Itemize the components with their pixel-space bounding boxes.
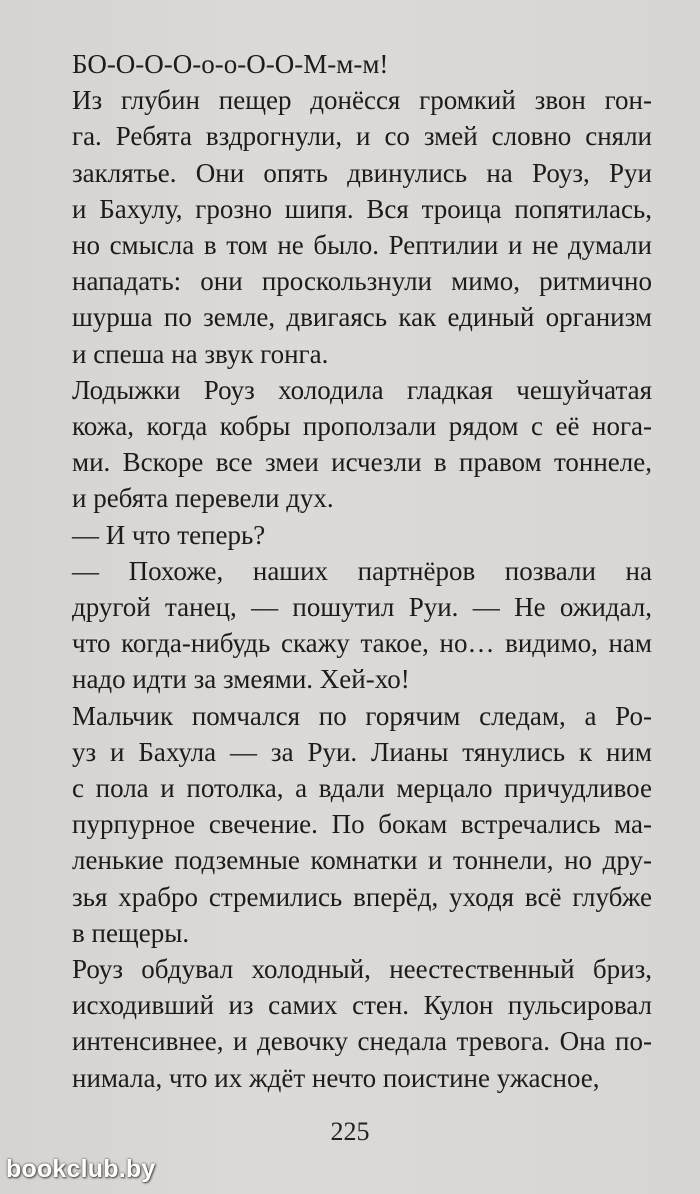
text-line: пурпурное свечение. По бокам встречались ма- [72, 809, 652, 840]
text-line: зья храбро стремились вперёд, уходя всё глубже [72, 881, 652, 912]
body-text [72, 46, 652, 1096]
watermark: bookclub.by [6, 1155, 156, 1183]
text-line: заклятье. Они опять двинулись на Роуз, Руи [72, 157, 652, 188]
text-line: Лодыжки Роуз холодила гладкая чешуйчатая [72, 374, 652, 405]
text-line: Мальчик помчался по горячим следам, а Ро- [72, 700, 652, 731]
text-line: но смысла в том не было. Рептилии и не думали [72, 230, 652, 261]
text-line: Из глубин пещер донёсся громкий звон гон- [72, 85, 652, 116]
paragraph [72, 553, 652, 698]
text-line: и Бахулу, грозно шипя. Вся троица попятилась, [72, 193, 652, 224]
paragraph [72, 372, 652, 517]
text-line: шурша по земле, двигаясь как единый организм [72, 302, 652, 333]
text-line: нападать: они проскользнули мимо, ритмично [72, 266, 652, 297]
text-line: Роуз обдувал холодный, неестественный бриз, [72, 954, 652, 985]
text-line: — И что теперь? [72, 519, 266, 550]
paragraph [72, 82, 652, 372]
text-line: что когда-нибудь скажу такое, но… видимо, нам [72, 628, 652, 659]
text-line: в пещеры. [72, 917, 190, 948]
text-line: кожа, когда кобры проползали рядом с её нога- [72, 411, 652, 442]
text-line: — Похоже, наших партнёров позвали на [72, 555, 652, 586]
paragraph [72, 46, 652, 82]
paragraph [72, 517, 652, 553]
text-line: интенсивнее, и девочку снедала тревога. Она по- [72, 1026, 652, 1057]
paragraph [72, 951, 652, 1096]
text-line: надо идти за змеями. Хей-хо! [72, 664, 410, 695]
text-line: ми. Вскоре все змеи исчезли в правом тоннеле, [72, 447, 652, 478]
text-line: ленькие подземные комнатки и тоннели, но дру- [72, 845, 652, 876]
text-line: и ребята перевели дух. [72, 483, 334, 514]
text-line: и спеша на звук гонга. [72, 338, 329, 369]
text-line: уз и Бахула — за Руи. Лианы тянулись к ним [72, 736, 652, 767]
text-line: исходивший из самих стен. Кулон пульсировал [72, 990, 652, 1021]
text-line: нимала, что их ждёт нечто поистине ужасное, [72, 1062, 600, 1093]
text-line: другой танец, — пошутил Руи. — Не ожидал, [72, 592, 652, 623]
page-number: 225 [330, 1117, 370, 1146]
paragraph [72, 698, 652, 951]
text-line: га. Ребята вздрогнули, и со змей словно сняли [72, 121, 652, 152]
text-line: с пола и потолка, а вдали мерцало причудливое [72, 773, 652, 804]
text-line: БО-О-О-О-о-о-О-О-М-м-м! [72, 49, 389, 79]
